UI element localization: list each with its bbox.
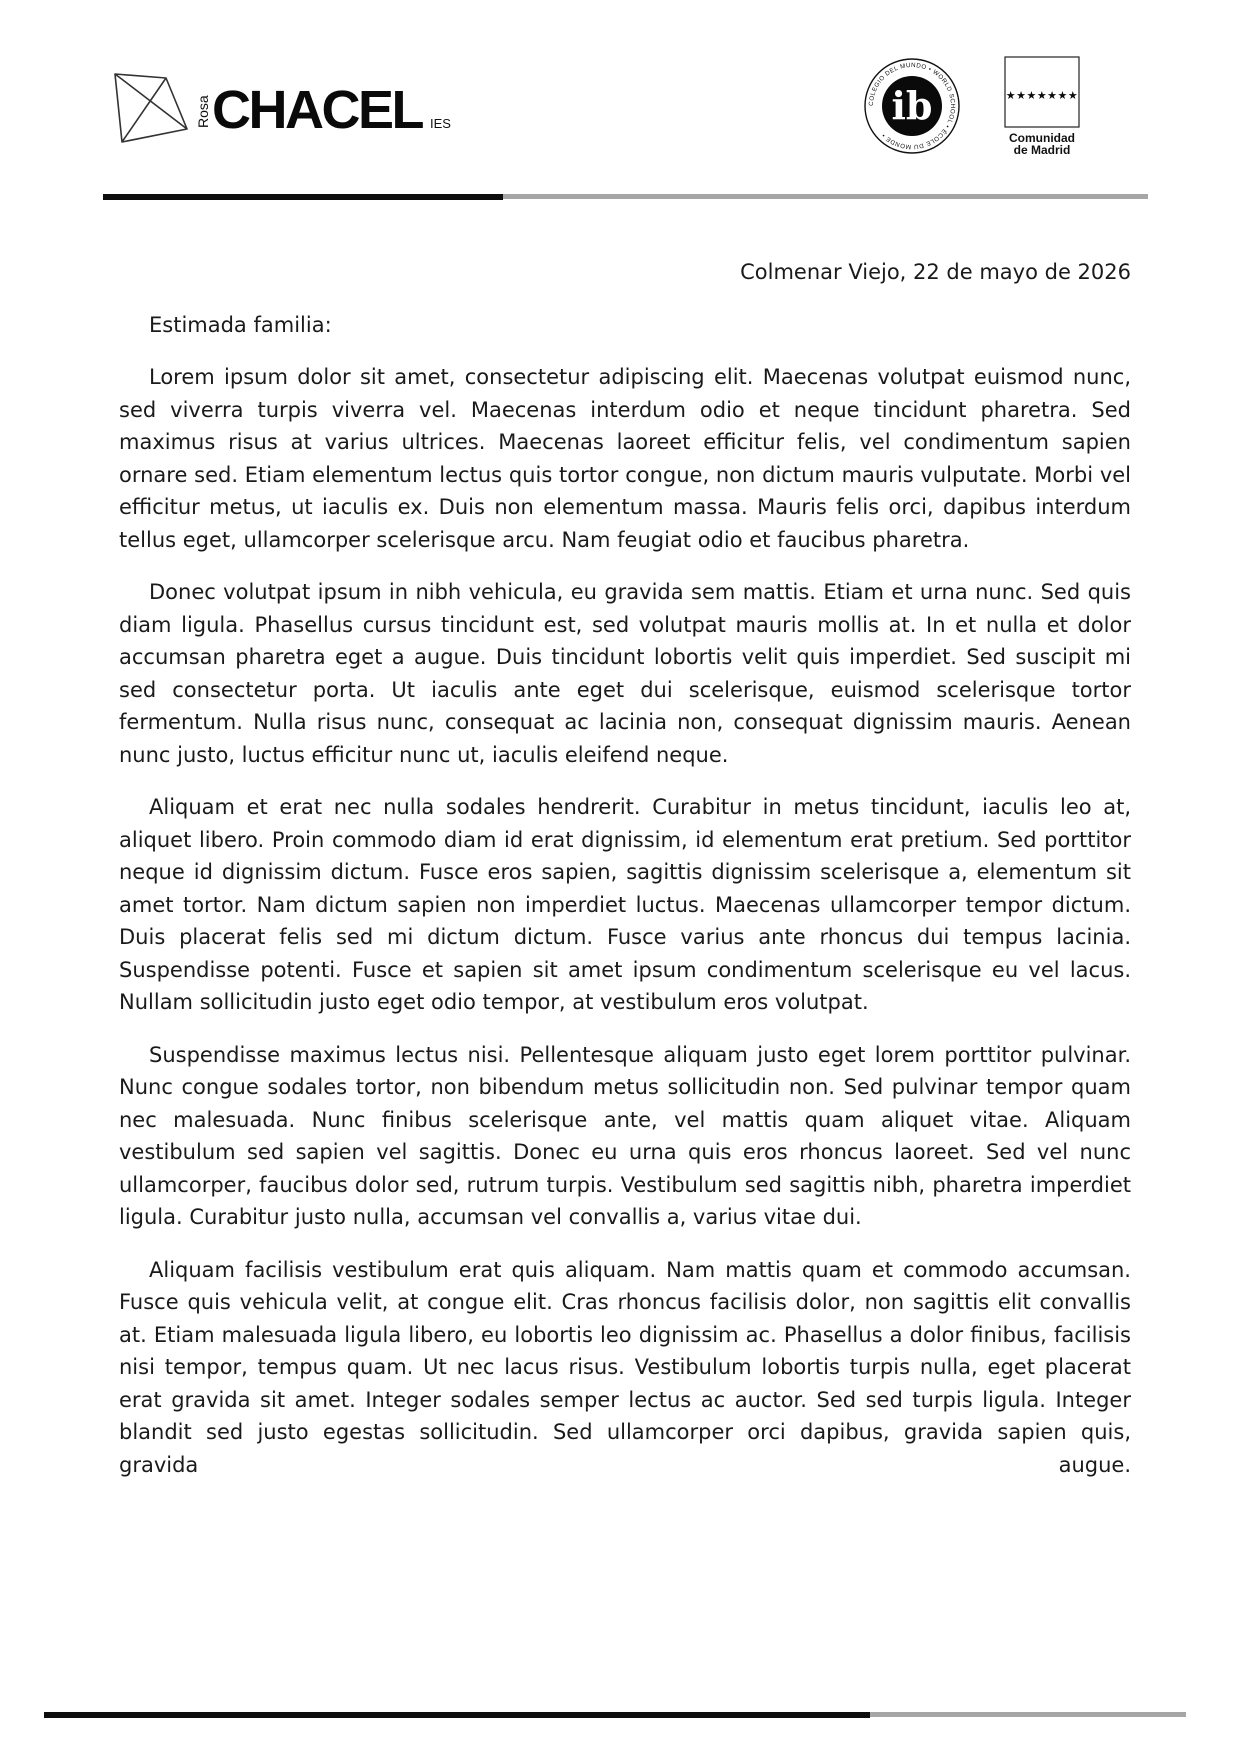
school-logo-surname: CHACEL bbox=[212, 80, 422, 140]
school-logo-suffix: IES bbox=[430, 116, 451, 131]
comunidad-de-madrid-logo bbox=[1004, 56, 1080, 160]
paragraph-2: Donec volutpat ipsum in nibh vehicula, eu gravida sem mattis. Etiam et urna nunc. Sed quis diam ligula. Phasellus cursus tincidunt est, sed volutpat mauris mollis at. In et nulla et dolor accumsan pharetra eget a augue. Duis tincidunt lobortis velit quis imperdiet. Sed suscipit mi sed consectetur porta. Ut iaculis ante eget dui scelerisque, euismod scelerisque tortor fermentum. Nulla risus nunc, consequat ac lacinia non, consequat dignissim mauris. Aenean nunc justo, luctus efficitur nunc ut, iaculis eleifend neque. bbox=[119, 580, 1131, 767]
madrid-flag-icon bbox=[1004, 56, 1080, 128]
paragraph-4: Suspendisse maximus lectus nisi. Pellentesque aliquam justo eget lorem porttitor pulvinar. Nunc congue sodales tortor, non bibendum metus sollicitudin non. Sed pulvinar tempor quam nec malesuada. Nunc finibus scelerisque ante, vel mattis quam aliquet vitae. Aliquam vestibulum sed sapien vel sagittis. Donec eu urna quis eros rhoncus laoreet. Sed vel nunc ullamcorper, faucibus dolor sed, rutrum turpis. Vestibulum sed sagittis nibh, pharetra imperdiet ligula. Curabitur justo nulla, accumsan vel convallis a, varius vitae dui. bbox=[119, 1042, 1131, 1229]
ib-world-school-logo bbox=[862, 56, 962, 156]
school-logo-first-name: Rosa bbox=[195, 95, 211, 128]
footer-rule-light bbox=[870, 1712, 1186, 1717]
triangle-mark-icon bbox=[115, 74, 187, 142]
date-line: Colmenar Viejo, 22 de mayo de 2026 bbox=[740, 260, 1131, 284]
letter-body bbox=[119, 256, 1131, 1501]
header-rule-dark bbox=[103, 194, 503, 200]
ib-ring-text: COLEGIO DEL MUNDO • WORLD SCHOOL • ÉCOLE DU MONDE • bbox=[867, 61, 957, 151]
madrid-caption-line2: de Madrid bbox=[1013, 143, 1071, 157]
header-rule-light bbox=[503, 194, 1148, 199]
paragraph-5: Aliquam facilisis vestibulum erat quis aliquam. Nam mattis quam et commodo accumsan. Fusce quis vehicula velit, at congue elit. Cras rhoncus facilisis dolor, non sagittis elit convallis at. Etiam malesuada ligula libero, eu lobortis leo dignissim ac. Phasellus a dolor finibus, facilisis nisi tempor, tempus quam. Ut nec lacus risus. Vestibulum lobortis turpis nulla, eget placerat erat gravida sit amet. Integer sodales semper lectus ac auctor. Sed sed turpis ligula. Integer blandit sed justo egestas sollicitudin. Sed ullamcorper orci dapibus, gravida sapien quis, gravida augue. bbox=[119, 1257, 1131, 1477]
paragraph-3: Aliquam et erat nec nulla sodales hendrerit. Curabitur in metus tincidunt, iaculis leo at, aliquet libero. Proin commodo diam id erat dignissim, id elementum erat pretium. Sed porttitor neque id dignissim dictum. Fusce eros sapien, sagittis dignissim scelerisque a, elementum sit amet tortor. Nam dictum sapien non imperdiet luctus. Maecenas ullamcorper tempor dictum. Duis placerat felis sed mi dictum dictum. Fusce varius ante rhoncus dui tempus lacinia. Suspendisse potenti. Fusce et sapien sit amet ipsum condimentum scelerisque eu vel lacus. Nullam sollicitudin justo eget odio tempor, at vestibulum eros volutpat. bbox=[119, 795, 1131, 1014]
footer-rule-dark bbox=[44, 1712, 870, 1718]
letterhead bbox=[0, 0, 1242, 200]
paragraph-1: Lorem ipsum dolor sit amet, consectetur adipiscing elit. Maecenas volutpat euismod nunc, sed viverra turpis viverra vel. Maecenas interdum odio et neque tincidunt pharetra. Sed maximus risus at varius ultrices. Maecenas laoreet efficitur felis, vel condimentum sapien ornare sed. Etiam elementum lectus quis tortor congue, non dictum mauris vulputate. Morbi vel efficitur metus, ut iaculis ex. Duis non elementum massa. Mauris felis orci, dapibus interdum tellus eget, ullamcorper scelerisque arcu. Nam feugiat odio et faucibus pharetra. bbox=[119, 365, 1131, 552]
ib-letters: ib bbox=[891, 83, 933, 128]
madrid-stars: ★★★★★★★ bbox=[1005, 89, 1079, 102]
madrid-caption-line1: Comunidad bbox=[1009, 131, 1075, 145]
madrid-caption bbox=[1004, 132, 1080, 156]
school-logo bbox=[112, 70, 472, 150]
greeting: Estimada familia: bbox=[149, 312, 332, 337]
